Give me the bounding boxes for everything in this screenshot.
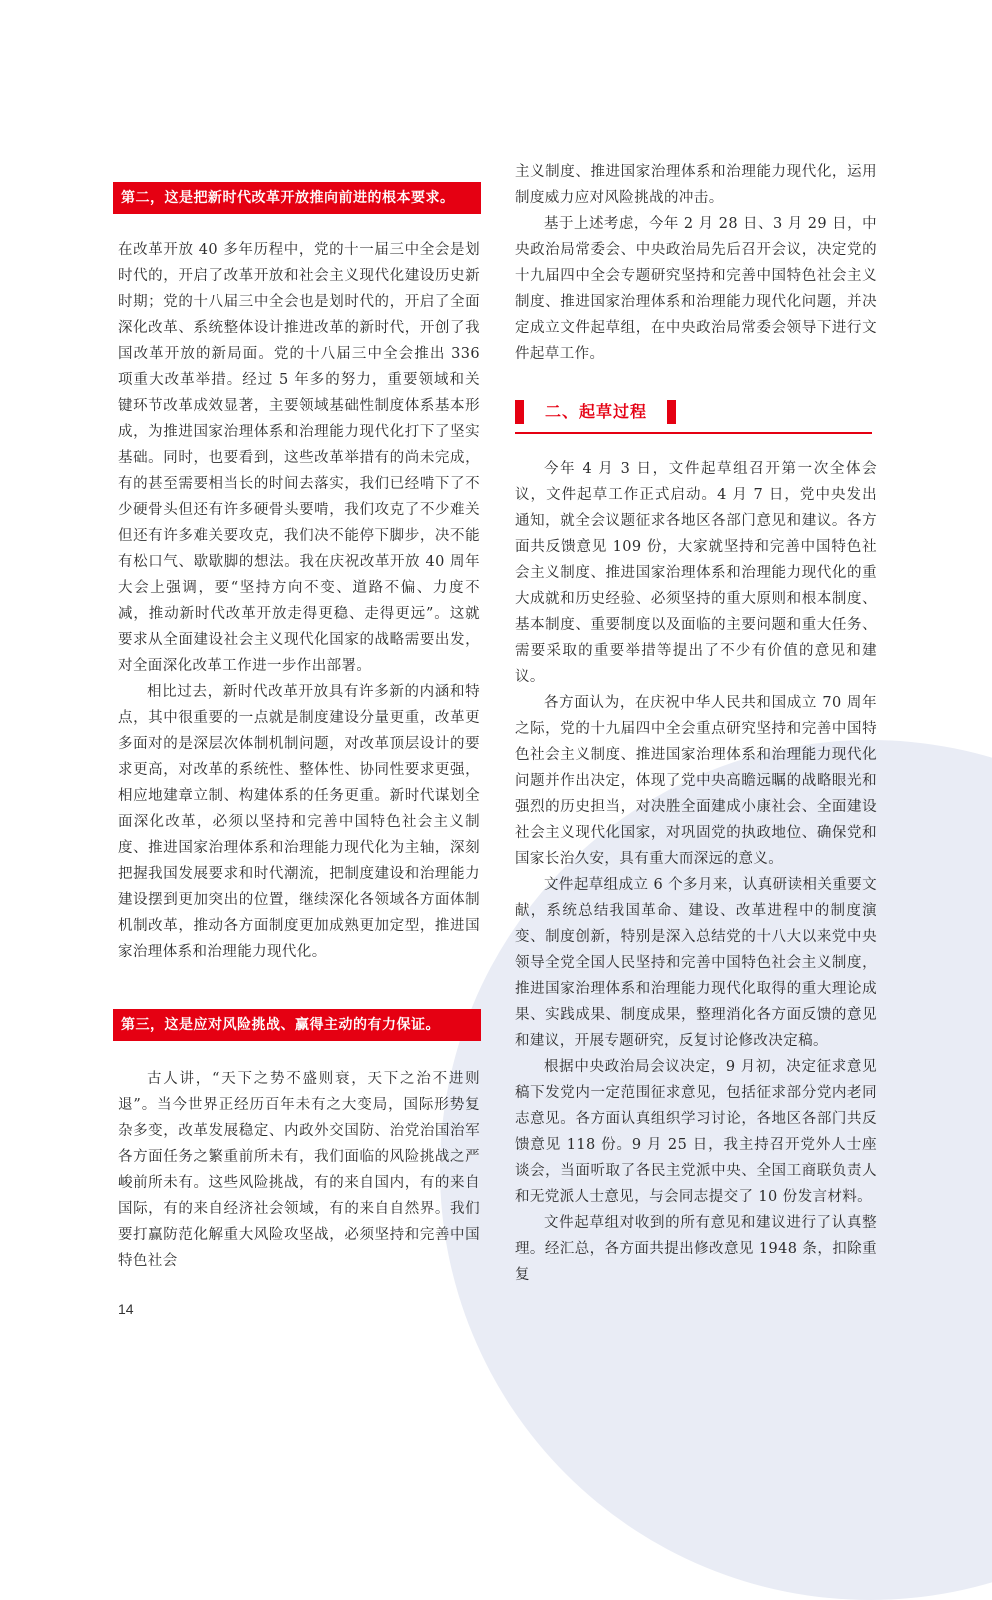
page-number: 14 <box>118 1301 134 1317</box>
section-header-drafting <box>515 398 872 434</box>
left-square-marker <box>515 400 524 424</box>
left-column-text-2 <box>118 1066 480 1274</box>
paragraph: 根据中央政治局会议决定，9 月初，决定征求意见稿下发党内一定范围征求意见，包括征求部分党内老同志意见。各方面认真组织学习讨论，各地区各部门共反馈意见 118 份。9 月 25 日，我主持召开党外人士座谈会，当面听取了各民主党派中央、全国工商联负责人和无党派人士意见，与会同志提交了 10 份发言材料。 <box>515 1059 877 1205</box>
paragraph: 文件起草组成立 6 个多月来，认真研读相关重要文献，系统总结我国革命、建设、改革进程中的制度演变、制度创新，特别是深入总结党的十八大以来党中央领导全党全国人民坚持和完善中国特色社会主义制度，推进国家治理体系和治理能力现代化取得的重大理论成果、实践成果、制度成果，整理消化各方面反馈的意见和建议，开展专题研究，反复讨论修改决定稿。 <box>515 877 877 1049</box>
section-heading-second: 第二，这是把新时代改革开放推向前进的根本要求。 <box>113 182 481 214</box>
paragraph: 基于上述考虑，今年 2 月 28 日、3 月 29 日，中央政治局常委会、中央政治局先后召开会议，决定党的十九届四中全会专题研究坚持和完善中国特色社会主义制度、推进国家治理体系和治理能力现代化问题，并决定成立文件起草组，在中央政治局常委会领导下进行文件起草工作。 <box>515 216 877 362</box>
right-column-text-1 <box>515 159 877 367</box>
right-square-marker <box>667 400 676 424</box>
paragraph: 相比过去，新时代改革开放具有许多新的内涵和特点，其中很重要的一点就是制度建设分量更重，改革更多面对的是深层次体制机制问题，对改革顶层设计的要求更高，对改革的系统性、整体性、协同性要求更强，相应地建章立制、构建体系的任务更重。新时代谋划全面深化改革，必须以坚持和完善中国特色社会主义制度、推进国家治理体系和治理能力现代化为主轴，深刻把握我国发展要求和时代潮流，把制度建设和治理能力建设摆到更加突出的位置，继续深化各领域各方面体制机制改革，推动各方面制度更加成熟更加定型，推进国家治理体系和治理能力现代化。 <box>118 684 480 960</box>
paragraph: 今年 4 月 3 日，文件起草组召开第一次全体会议，文件起草工作正式启动。4 月 7 日，党中央发出通知，就全会议题征求各地区各部门意见和建议。各方面共反馈意见 109 份，大家就坚持和完善中国特色社会主义制度、推进国家治理体系和治理能力现代化的重大成就和历史经验、必须坚持的重大原则和根本制度、基本制度、重要制度以及面临的主要问题和重大任务、需要采取的重要举措等提出了不少有价值的意见和建议。 <box>515 461 877 685</box>
right-column-text-2 <box>515 456 877 1288</box>
paragraph: 主义制度、推进国家治理体系和治理能力现代化，运用制度威力应对风险挑战的冲击。 <box>515 164 877 206</box>
section-title: 二、起草过程 <box>545 402 648 421</box>
paragraph: 古人讲，“天下之势不盛则衰，天下之治不进则退”。当今世界正经历百年未有之大变局，国际形势复杂多变，改革发展稳定、内政外交国防、治党治国治军各方面任务之繁重前所未有，我们面临的风险挑战之严峻前所未有。这些风险挑战，有的来自国内，有的来自国际，有的来自经济社会领域，有的来自自然界。我们要打赢防范化解重大风险攻坚战，必须坚持和完善中国特色社会 <box>118 1071 480 1269</box>
left-column-text-1 <box>118 237 480 965</box>
paragraph: 各方面认为，在庆祝中华人民共和国成立 70 周年之际，党的十九届四中全会重点研究坚持和完善中国特色社会主义制度、推进国家治理体系和治理能力现代化问题并作出决定，体现了党中央高瞻远瞩的战略眼光和强烈的历史担当，对决胜全面建成小康社会、全面建设社会主义现代化国家，对巩固党的执政地位、确保党和国家长治久安，具有重大而深远的意义。 <box>515 695 877 867</box>
paragraph: 在改革开放 40 多年历程中，党的十一届三中全会是划时代的，开启了改革开放和社会主义现代化建设历史新时期；党的十八届三中全会也是划时代的，开启了全面深化改革、系统整体设计推进改革的新时代，开创了我国改革开放的新局面。党的十八届三中全会推出 336 项重大改革举措。经过 5 年多的努力，重要领域和关键环节改革成效显著，主要领域基础性制度体系基本形成，为推进国家治理体系和治理能力现代化打下了坚实基础。同时，也要看到，这些改革举措有的尚未完成，有的甚至需要相当长的时间去落实，我们已经啃下了不少硬骨头但还有许多硬骨头要啃，我们攻克了不少难关但还有许多难关要攻克，我们决不能停下脚步，决不能有松口气、歇歇脚的想法。我在庆祝改革开放 40 周年大会上强调，要“坚持方向不变、道路不偏、力度不减，推动新时代改革开放走得更稳、走得更远”。这就要求从全面建设社会主义现代化国家的战略需要出发，对全面深化改革工作进一步作出部署。 <box>118 242 480 674</box>
section-heading-third: 第三，这是应对风险挑战、赢得主动的有力保证。 <box>113 1009 481 1041</box>
paragraph: 文件起草组对收到的所有意见和建议进行了认真整理。经汇总，各方面共提出修改意见 1948 条，扣除重复 <box>515 1215 877 1283</box>
